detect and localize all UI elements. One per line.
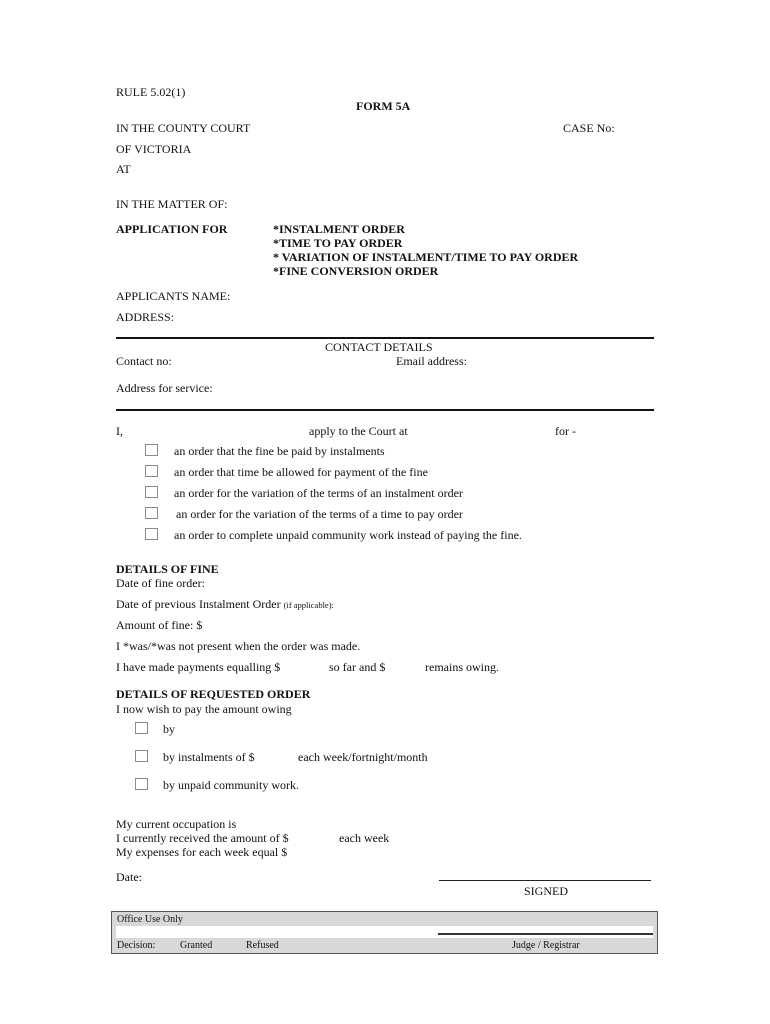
applicant-i-label: I, — [116, 424, 123, 438]
occupation-label: My current occupation is — [116, 817, 237, 831]
instalments-amount-label: by instalments of $ — [163, 750, 255, 764]
previous-order-text: Date of previous Instalment Order — [116, 597, 281, 611]
application-option-fine-conversion: *FINE CONVERSION ORDER — [273, 264, 439, 278]
income-label: I currently received the amount of $ — [116, 831, 289, 845]
office-use-box — [111, 911, 658, 954]
application-for-label: APPLICATION FOR — [116, 222, 228, 236]
checkbox-variation-time-to-pay[interactable] — [145, 507, 158, 519]
granted-label: Granted — [180, 940, 213, 951]
previous-order-label — [116, 597, 334, 612]
form-title: FORM 5A — [356, 99, 411, 113]
top-divider — [116, 337, 654, 339]
applicant-address-label: ADDRESS: — [116, 310, 175, 324]
checkbox-community-work-order[interactable] — [135, 778, 148, 790]
option-variation-time-to-pay-label: an order for the variation of the terms of a time to pay order — [176, 507, 463, 521]
signature-line — [439, 880, 651, 881]
judge-signature-line — [438, 933, 653, 935]
apply-for-label: for - — [555, 424, 576, 438]
office-use-title: Office Use Only — [117, 914, 183, 925]
checkbox-variation-instalment[interactable] — [145, 486, 158, 498]
bottom-divider — [116, 409, 654, 411]
fine-date-label: Date of fine order: — [116, 576, 205, 590]
fine-amount-label: Amount of fine: $ — [116, 618, 203, 632]
office-use-band — [116, 926, 653, 938]
application-option-instalment: *INSTALMENT ORDER — [273, 222, 405, 236]
application-option-variation: * VARIATION OF INSTALMENT/TIME TO PAY ORDER — [273, 250, 579, 264]
contact-details-heading: CONTACT DETAILS — [325, 340, 433, 354]
community-work-label: by unpaid community work. — [163, 778, 299, 792]
application-option-time-to-pay: *TIME TO PAY ORDER — [273, 236, 403, 250]
present-statement: I *was/*was not present when the order was made. — [116, 639, 361, 653]
if-applicable-note: (if applicable): — [283, 600, 334, 610]
payments-made-label: I have made payments equalling $ — [116, 660, 281, 674]
requested-order-heading: DETAILS OF REQUESTED ORDER — [116, 687, 311, 701]
option-instalments-label: an order that the fine be paid by instalments — [174, 444, 385, 458]
income-each-week-label: each week — [339, 831, 390, 845]
instalment-frequency-label: each week/fortnight/month — [298, 750, 428, 764]
date-label: Date: — [116, 870, 142, 884]
refused-label: Refused — [246, 940, 279, 951]
checkbox-pay-by-instalments[interactable] — [135, 750, 148, 762]
court-location-label: AT — [116, 162, 131, 176]
address-for-service-label: Address for service: — [116, 381, 213, 395]
judge-registrar-label: Judge / Registrar — [512, 940, 580, 951]
checkbox-time-allowed[interactable] — [145, 465, 158, 477]
checkbox-instalments[interactable] — [145, 444, 158, 456]
option-community-work-label: an order to complete unpaid community work instead of paying the fine. — [174, 528, 522, 542]
checkbox-community-work[interactable] — [145, 528, 158, 540]
contact-number-label: Contact no: — [116, 354, 172, 368]
payments-so-far-label: so far and $ — [329, 660, 386, 674]
remains-owing-label: remains owing. — [425, 660, 499, 674]
apply-to-court-label: apply to the Court at — [309, 424, 408, 438]
signed-label: SIGNED — [524, 884, 568, 898]
option-variation-instalment-label: an order for the variation of the terms of an instalment order — [174, 486, 463, 500]
rule-reference: RULE 5.02(1) — [116, 85, 186, 99]
court-name-line1: IN THE COUNTY COURT — [116, 121, 251, 135]
expenses-label: My expenses for each week equal $ — [116, 845, 288, 859]
case-number-label: CASE No: — [563, 121, 615, 135]
pay-by-label: by — [163, 722, 175, 736]
checkbox-pay-by-date[interactable] — [135, 722, 148, 734]
wish-to-pay-label: I now wish to pay the amount owing — [116, 702, 292, 716]
details-of-fine-heading: DETAILS OF FINE — [116, 562, 219, 576]
option-time-allowed-label: an order that time be allowed for payment of the fine — [174, 465, 428, 479]
applicant-name-label: APPLICANTS NAME: — [116, 289, 231, 303]
in-the-matter-label: IN THE MATTER OF: — [116, 197, 228, 211]
court-name-line2: OF VICTORIA — [116, 142, 192, 156]
email-address-label: Email address: — [396, 354, 467, 368]
decision-label: Decision: — [117, 940, 156, 951]
